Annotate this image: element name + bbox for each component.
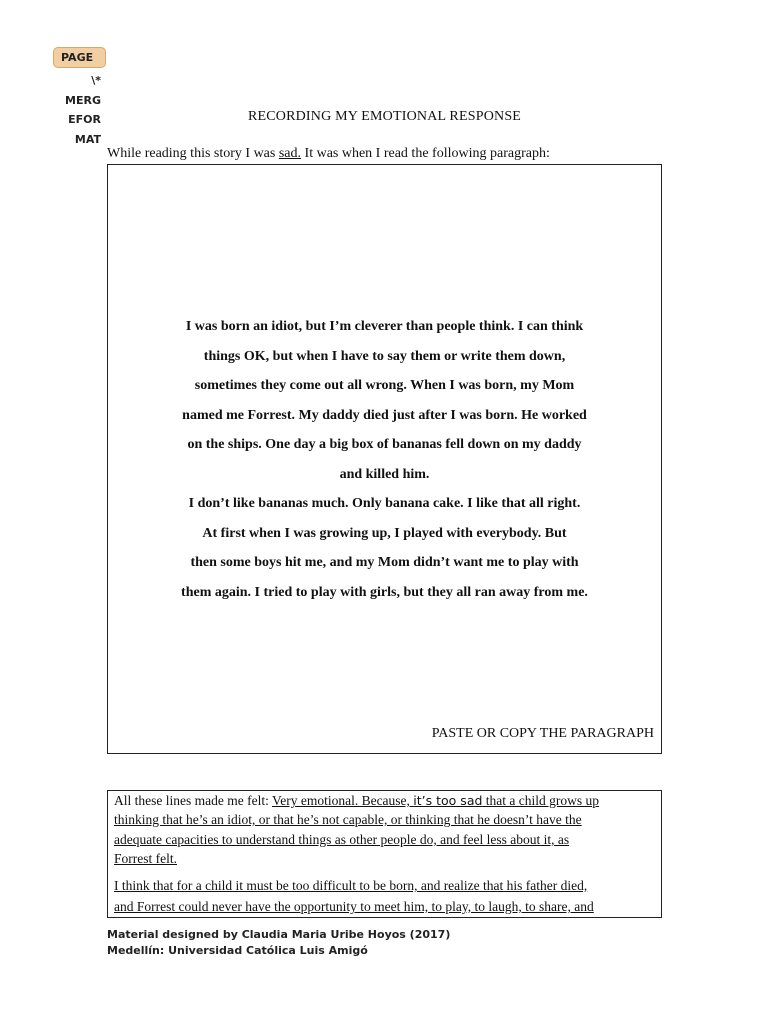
response-line-2: thinking that he’s an idiot, or that he’s not capable, or thinking that he doesn’t have the (114, 812, 582, 827)
paragraph-line: then some boys hit me, and my Mom didn’t want me to play with (190, 555, 579, 570)
response-box[interactable] (107, 790, 662, 918)
response-text: that a child grows up (482, 793, 600, 808)
field-code-line: MAT (74, 132, 101, 146)
response-line-4: Forrest felt. (114, 851, 177, 866)
paragraph-line: At first when I was growing up, I played with everybody. But (202, 525, 567, 541)
intro-before: While reading this story I was (107, 146, 279, 161)
response-text: it’s too sad (413, 793, 483, 808)
page-field-badge: PAGE (53, 47, 106, 68)
paste-paragraph-label: PASTE OR COPY THE PARAGRAPH (431, 726, 654, 741)
paragraph-line: things OK, but when I have to say them or write them down, (203, 348, 566, 364)
response-line-6: and Forrest could never have the opportunity to meet him, to play, to laugh, to share, and (114, 899, 594, 914)
field-code-line: MERG (65, 93, 101, 107)
footer-credit-line: Material designed by Claudia Maria Uribe Hoyos (2017) (107, 928, 451, 941)
response-line-3: adequate capacities to understand things as other people do, and feel less about it, as (114, 832, 570, 847)
footer-credit-line: Medellín: Universidad Católica Luis Amigó (107, 944, 368, 957)
intro-sentence (107, 146, 550, 162)
intro-emotion[interactable]: sad. (278, 146, 302, 161)
paragraph-line: them again. I tried to play with girls, but they all ran away from me. (181, 584, 588, 600)
paragraph-line: on the ships. One day a big box of bananas fell down on my daddy (187, 437, 582, 452)
field-code-line: \* (91, 74, 101, 87)
response-line-5: I think that for a child it must be too difficult to be born, and realize that his father died, (114, 878, 588, 893)
quoted-paragraph (108, 312, 661, 607)
paragraph-line: and killed him. (339, 466, 430, 482)
mergeformat-field-code (58, 71, 101, 149)
paragraph-line: named me Forrest. My daddy died just after I was born. He worked (182, 407, 587, 423)
field-code-line: EFOR (68, 113, 101, 126)
response-text: Very emotional. Because, (271, 793, 414, 808)
document-title: RECORDING MY EMOTIONAL RESPONSE (247, 109, 522, 124)
footer-credit (107, 927, 450, 959)
response-prompt: All these lines made me felt: (114, 793, 272, 808)
paragraph-line: I don’t like bananas much. Only banana cake. I like that all right. (188, 496, 581, 511)
paragraph-box[interactable] (107, 164, 662, 754)
intro-after: It was when I read the following paragraph: (301, 146, 550, 161)
paragraph-line: sometimes they come out all wrong. When I was born, my Mom (194, 378, 575, 393)
paragraph-line: I was born an idiot, but I’m cleverer than people think. I can think (185, 319, 584, 334)
response-line-1 (114, 793, 599, 809)
